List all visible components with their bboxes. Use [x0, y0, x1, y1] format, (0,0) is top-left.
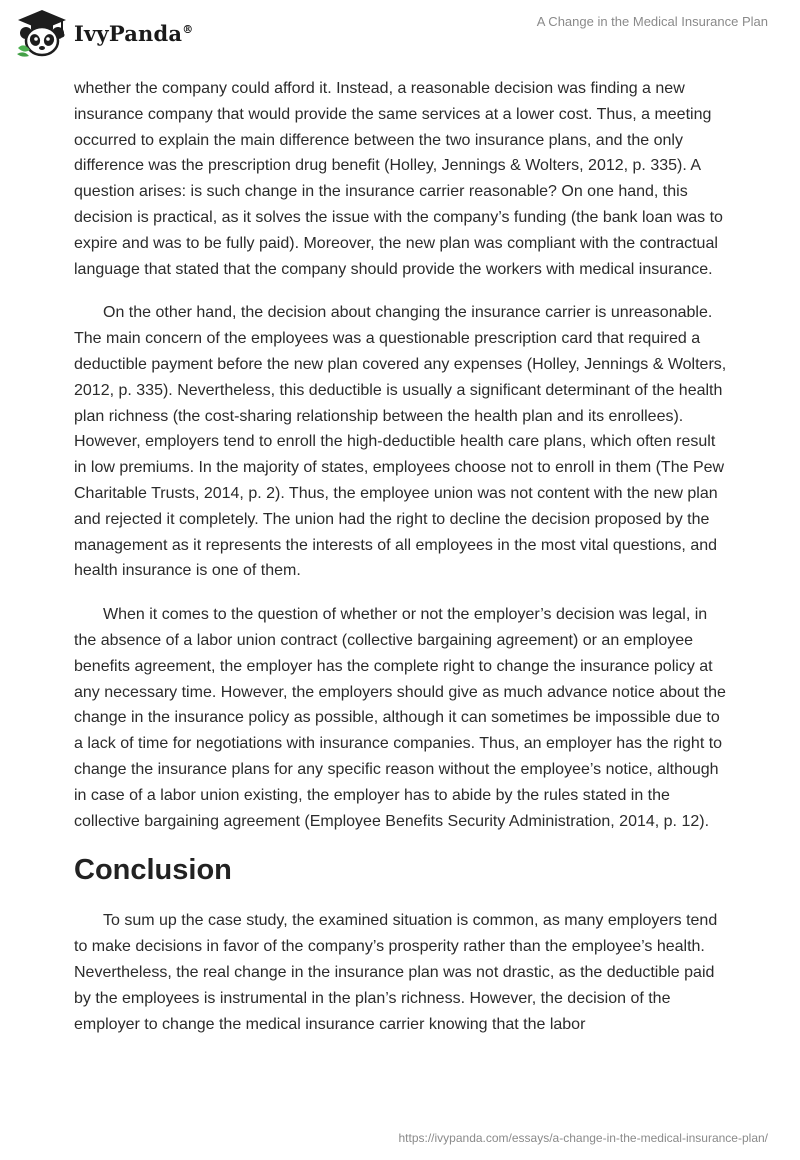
paragraph-3: When it comes to the question of whether or not the employer’s decision was legal, in the absence of a labor union contract (collective bargaining agreement) or an employee benefits agreement, the employer has the complete right to change the insurance policy at any necessary time. However, the employers should give as much advance notice about the change in the insurance policy as possible, although it can sometimes be impossible due to a lack of time for negotiations with insurance companies. Thus, an employer has the right to change the insurance plans for any specific reason without the employee’s notice, although in case of a labor union existing, the employer has to abide by the rules stated in the collective bargaining agreement (Employee Benefits Security Administration, 2014, p. 12).	[74, 606, 726, 830]
source-url[interactable]: https://ivypanda.com/essays/a-change-in-the-medical-insurance-plan/	[398, 1131, 768, 1145]
paragraph-1: whether the company could afford it. Instead, a reasonable decision was finding a new insurance company that would provide the same services at a lower cost. Thus, a meeting occurred to explain the main difference between the two insurance plans, and the only difference was the prescription drug benefit (Holley, Jennings & Wolters, 2012, p. 335). A question arises: is such change in the insurance carrier reasonable? On one hand, this decision is practical, as it solves the issue with the company’s funding (the bank loan was to expire and was to be fully paid). Moreover, the new plan was compliant with the contractual language that stated that the company should provide the workers with medical insurance.	[74, 80, 723, 278]
paragraph-4: To sum up the case study, the examined situation is common, as many employers tend to make decisions in favor of the company’s prosperity rather than the employee’s health. Nevertheless, the real change in the insurance plan was not drastic, as the deductible paid by the employees is instrumental in the plan’s richness. However, the decision of the employer to change the medical insurance carrier knowing that the labor	[74, 912, 718, 1033]
page-header	[0, 0, 800, 66]
section-heading-conclusion: Conclusion	[74, 854, 232, 887]
panda-graduate-icon	[14, 8, 70, 58]
paragraph-2: On the other hand, the decision about changing the insurance carrier is unreasonable. The main concern of the employees was a questionable prescription card that required a deductible payment before the new plan covered any expenses (Holley, Jennings & Wolters, 2012, p. 335). Nevertheless, this deductible is usually a significant determinant of the health plan richness (the cost-sharing relationship between the health plan and its enrollees). However, employers tend to enroll the high-deductible health care plans, which often result in low premiums. In the majority of states, employees choose not to enroll in them (The Pew Charitable Trusts, 2014, p. 2). Thus, the employee union was not content with the new plan and rejected it completely. The union had the right to decline the decision proposed by the management as it represents the interests of all employees in the most vital questions, and health insurance is one of them.	[74, 304, 727, 580]
essay-body	[74, 76, 728, 1055]
document-title: A Change in the Medical Insurance Plan	[536, 14, 768, 29]
brand-name: IvyPanda®	[74, 20, 194, 46]
brand-logo[interactable]	[14, 8, 193, 58]
